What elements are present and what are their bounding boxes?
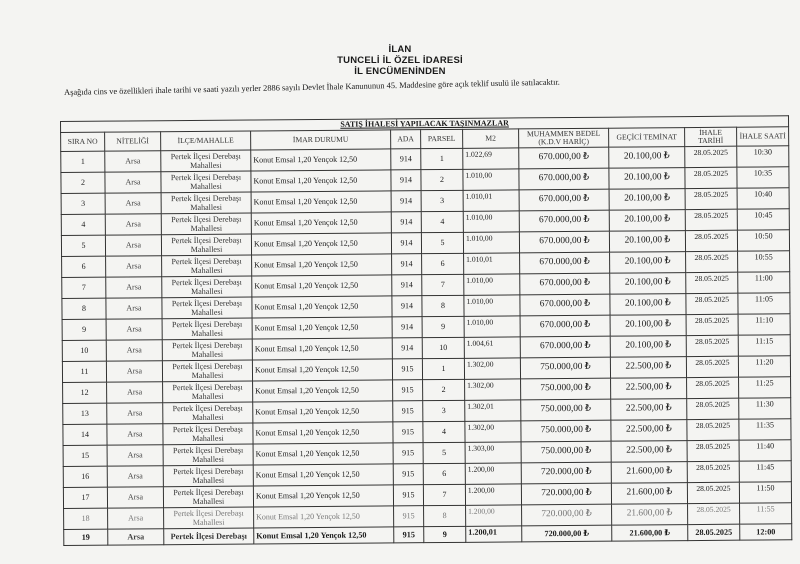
cell-imar-durumu: Konut Emsal 1,20 Yençok 12,50 [252,296,392,318]
cell-parsel: 2 [423,379,465,400]
cell-ihale-saati: 11:00 [738,272,790,293]
cell-imar-durumu: Konut Emsal 1,20 Yençok 12,50 [253,464,393,486]
cell-ada: 914 [392,338,422,359]
cell-sira-no: 17 [63,487,107,508]
cell-imar-durumu: Konut Emsal 1,20 Yençok 12,50 [252,275,392,297]
cell-ilce-mahalle: Pertek İlçesi Derebaşı Mahallesi [163,486,253,508]
cell-ada: 915 [394,527,424,543]
cell-ihale-saati: 12:00 [740,524,792,540]
cell-ihale-tarihi: 28.05.2025 [686,251,738,272]
cell-sira-no: 1 [61,151,105,172]
cell-parsel: 4 [421,211,463,232]
cell-niteligi: Arsa [107,445,163,466]
cell-niteligi: Arsa [107,487,163,508]
cell-niteligi: Arsa [105,214,161,235]
cell-ihale-tarihi: 28.05.2025 [686,293,738,314]
cell-parsel: 9 [422,316,464,337]
cell-ada: 915 [393,464,423,485]
cell-gecici-teminat: 21.600,00 ₺ [612,525,688,542]
cell-niteligi: Arsa [105,172,161,193]
cell-gecici-teminat: 20.100,00 ₺ [610,273,686,295]
cell-gecici-teminat: 21.600,00 ₺ [611,462,687,484]
cell-ihale-tarihi: 28.05.2025 [685,188,737,209]
cell-ilce-mahalle: Pertek İlçesi Derebaşı Mahallesi [161,150,251,172]
cell-ihale-saati: 11:55 [740,503,792,524]
cell-parsel: 2 [421,169,463,190]
cell-ada: 914 [391,170,421,191]
cell-m2: 1.200,00 [466,505,522,526]
cell-ada: 915 [394,506,424,527]
cell-gecici-teminat: 20.100,00 ₺ [610,336,686,358]
cell-ihale-saati: 10:30 [737,146,789,167]
cell-gecici-teminat: 20.100,00 ₺ [609,147,685,169]
cell-ihale-tarihi: 28.05.2025 [686,335,738,356]
cell-parsel: 1 [422,358,464,379]
cell-parsel: 6 [422,253,464,274]
cell-muhammen-bedel: 720.000,00 ₺ [522,525,612,542]
cell-sira-no: 18 [64,508,108,529]
cell-muhammen-bedel: 670.000,00 ₺ [520,273,610,295]
cell-parsel: 9 [424,526,466,542]
cell-sira-no: 8 [62,298,106,319]
cell-sira-no: 2 [61,172,105,193]
cell-gecici-teminat: 20.100,00 ₺ [609,168,685,190]
cell-m2: 1.010,00 [464,274,520,295]
cell-ilce-mahalle: Pertek İlçesi Derebaşı Mahallesi [161,234,251,256]
cell-ihale-tarihi: 28.05.2025 [687,377,739,398]
cell-ihale-saati: 11:25 [739,377,791,398]
cell-ada: 914 [391,191,421,212]
cell-sira-no: 4 [61,214,105,235]
cell-m2: 1.010,00 [463,169,519,190]
cell-m2: 1.004,61 [464,337,520,358]
cell-ilce-mahalle: Pertek İlçesi Derebaşı Mahallesi [163,402,253,424]
cell-ada: 914 [392,254,422,275]
cell-ada: 915 [393,401,423,422]
cell-m2: 1.010,01 [463,190,519,211]
cell-muhammen-bedel: 670.000,00 ₺ [520,315,610,337]
intro-paragraph: Aşağıda cins ve özellikleri ihale tarihi ve saati yazılı yerler 2886 sayılı Devlet İhale Kanununun 45. Maddesine göre açık teklif usulü ile satılacaktır. [64,77,560,97]
col-header-ada: ADA [391,130,421,149]
cell-ihale-saati: 11:50 [739,482,791,503]
cell-niteligi: Arsa [106,256,162,277]
cell-muhammen-bedel: 750.000,00 ₺ [521,378,611,400]
cell-ihale-tarihi: 28.05.2025 [686,356,738,377]
cell-ilce-mahalle: Pertek İlçesi Derebaşı Mahallesi [162,318,252,340]
cell-ihale-tarihi: 28.05.2025 [686,314,738,335]
cell-muhammen-bedel: 670.000,00 ₺ [519,210,609,232]
cell-parsel: 4 [423,421,465,442]
col-header-parsel: PARSEL [421,129,463,148]
cell-ada: 915 [392,359,422,380]
cell-ilce-mahalle: Pertek İlçesi Derebaşı Mahallesi [161,171,251,193]
cell-gecici-teminat: 20.100,00 ₺ [610,252,686,274]
cell-parsel: 6 [423,463,465,484]
cell-ihale-saati: 11:35 [739,419,791,440]
cell-imar-durumu: Konut Emsal 1,20 Yençok 12,50 [254,506,394,528]
cell-gecici-teminat: 22.500,00 ₺ [611,420,687,442]
cell-gecici-teminat: 20.100,00 ₺ [609,231,685,253]
cell-ada: 914 [392,317,422,338]
cell-parsel: 10 [422,337,464,358]
cell-m2: 1.010,00 [463,211,519,232]
cell-ilce-mahalle: Pertek İlçesi Derebaşı Mahallesi [162,297,252,319]
cell-ihale-tarihi: 28.05.2025 [686,272,738,293]
cell-ada: 914 [391,149,421,170]
col-header-teminat: GEÇİCİ TEMİNAT [609,128,685,148]
cell-gecici-teminat: 22.500,00 ₺ [611,378,687,400]
cell-sira-no: 19 [64,529,108,545]
cell-m2: 1.010,00 [463,232,519,253]
cell-ihale-saati: 11:30 [739,398,791,419]
cell-imar-durumu: Konut Emsal 1,20 Yençok 12,50 [253,422,393,444]
cell-muhammen-bedel: 670.000,00 ₺ [520,252,610,274]
cell-m2: 1.302,00 [465,379,521,400]
cell-ada: 914 [392,275,422,296]
header-line-ilan: İLAN [388,44,412,55]
cell-ilce-mahalle: Pertek İlçesi Derebaşı Mahallesi [162,339,252,361]
cell-ihale-saati: 10:45 [737,209,789,230]
col-header-saat: İHALE SAATİ [737,127,789,146]
cell-muhammen-bedel: 750.000,00 ₺ [521,420,611,442]
header-line-council: İL ENCÜMENİNDEN [354,66,446,77]
col-header-niteligi: NİTELİĞİ [105,132,161,151]
cell-ihale-tarihi: 28.05.2025 [687,461,739,482]
cell-niteligi: Arsa [106,340,162,361]
cell-niteligi: Arsa [106,298,162,319]
cell-ilce-mahalle: Pertek İlçesi Derebaşı Mahallesi [162,360,252,382]
cell-muhammen-bedel: 720.000,00 ₺ [521,483,611,505]
cell-imar-durumu: Konut Emsal 1,20 Yençok 12,50 [253,401,393,423]
cell-niteligi: Arsa [107,403,163,424]
cell-parsel: 1 [421,148,463,169]
cell-ada: 914 [391,212,421,233]
cell-sira-no: 15 [63,445,107,466]
cell-sira-no: 6 [62,256,106,277]
cell-ihale-saati: 10:55 [738,251,790,272]
cell-m2: 1.302,01 [465,400,521,421]
cell-sira-no: 10 [62,340,106,361]
cell-ilce-mahalle: Pertek İlçesi Derebaşı Mahallesi [161,213,251,235]
cell-ihale-saati: 10:50 [737,230,789,251]
cell-ihale-tarihi: 28.05.2025 [688,503,740,524]
cell-sira-no: 7 [62,277,106,298]
cell-m2: 1.200,00 [465,484,521,505]
cell-sira-no: 11 [62,361,106,382]
cell-imar-durumu: Konut Emsal 1,20 Yençok 12,50 [252,317,392,339]
cell-parsel: 5 [423,442,465,463]
cell-imar-durumu: Konut Emsal 1,20 Yençok 12,50 [253,485,393,507]
cell-ihale-saati: 11:40 [739,440,791,461]
col-header-m2: M2 [463,129,519,148]
cell-niteligi: Arsa [108,508,164,529]
cell-parsel: 3 [421,190,463,211]
cell-m2: 1.022,69 [463,148,519,169]
cell-ada: 915 [393,380,423,401]
cell-gecici-teminat: 22.500,00 ₺ [611,399,687,421]
cell-ihale-tarihi: 28.05.2025 [685,209,737,230]
cell-muhammen-bedel: 750.000,00 ₺ [521,441,611,463]
cell-sira-no: 13 [63,403,107,424]
col-header-tarih: İHALE TARİHİ [685,127,737,146]
cell-niteligi: Arsa [107,466,163,487]
cell-ada: 915 [393,422,423,443]
cell-imar-durumu: Konut Emsal 1,20 Yençok 12,50 [251,212,391,234]
cell-ihale-tarihi: 28.05.2025 [687,419,739,440]
cell-niteligi: Arsa [105,151,161,172]
cell-sira-no: 5 [61,235,105,256]
cell-ada: 915 [393,485,423,506]
notice-header [0,44,800,77]
cell-ilce-mahalle: Pertek İlçesi Derebaşı Mahallesi [163,465,253,487]
cell-ilce-mahalle: Pertek İlçesi Derebaşı Mahallesi [163,444,253,466]
cell-m2: 1.010,01 [464,253,520,274]
cell-imar-durumu: Konut Emsal 1,20 Yençok 12,50 [251,149,391,171]
cell-ihale-saati: 11:15 [738,335,790,356]
cell-sira-no: 9 [62,319,106,340]
col-header-sira: SIRA NO [61,132,105,151]
cell-ilce-mahalle: Pertek İlçesi Derebaşı [164,528,254,545]
cell-gecici-teminat: 22.500,00 ₺ [611,441,687,463]
cell-gecici-teminat: 20.100,00 ₺ [609,210,685,232]
cell-imar-durumu: Konut Emsal 1,20 Yençok 12,50 [253,443,393,465]
cell-gecici-teminat: 20.100,00 ₺ [610,294,686,316]
cell-parsel: 8 [422,295,464,316]
col-header-bedel: MUHAMMEN BEDEL (K.D.V HARİÇ) [519,128,609,148]
cell-niteligi: Arsa [106,361,162,382]
cell-imar-durumu: Konut Emsal 1,20 Yençok 12,50 [253,380,393,402]
cell-gecici-teminat: 22.500,00 ₺ [610,357,686,379]
cell-muhammen-bedel: 720.000,00 ₺ [521,462,611,484]
cell-imar-durumu: Konut Emsal 1,20 Yençok 12,50 [252,338,392,360]
cell-muhammen-bedel: 750.000,00 ₺ [520,357,610,379]
cell-ilce-mahalle: Pertek İlçesi Derebaşı Mahallesi [164,507,254,529]
cell-m2: 1.303,00 [465,442,521,463]
cell-niteligi: Arsa [105,193,161,214]
cell-m2: 1.010,00 [464,316,520,337]
cell-ilce-mahalle: Pertek İlçesi Derebaşı Mahallesi [162,255,252,277]
cell-ihale-tarihi: 28.05.2025 [688,524,740,540]
cell-imar-durumu: Konut Emsal 1,20 Yençok 12,50 [251,233,391,255]
cell-ihale-saati: 11:20 [738,356,790,377]
cell-parsel: 3 [423,400,465,421]
cell-m2: 1.302,00 [464,358,520,379]
cell-imar-durumu: Konut Emsal 1,20 Yençok 12,50 [254,527,394,544]
cell-ada: 914 [392,296,422,317]
cell-m2: 1.200,01 [466,526,522,542]
cell-ihale-saati: 11:05 [738,293,790,314]
cell-gecici-teminat: 20.100,00 ₺ [609,189,685,211]
cell-ihale-tarihi: 28.05.2025 [685,167,737,188]
cell-sira-no: 12 [63,382,107,403]
cell-muhammen-bedel: 670.000,00 ₺ [520,336,610,358]
cell-ilce-mahalle: Pertek İlçesi Derebaşı Mahallesi [161,192,251,214]
cell-muhammen-bedel: 670.000,00 ₺ [519,147,609,169]
cell-ihale-saati: 10:40 [737,188,789,209]
col-header-imar: İMAR DURUMU [251,130,391,150]
cell-ada: 914 [391,233,421,254]
cell-gecici-teminat: 21.600,00 ₺ [612,504,688,526]
cell-ilce-mahalle: Pertek İlçesi Derebaşı Mahallesi [162,276,252,298]
property-table-wrapper [60,115,791,546]
cell-sira-no: 14 [63,424,107,445]
cell-niteligi: Arsa [107,424,163,445]
cell-sira-no: 3 [61,193,105,214]
cell-ihale-tarihi: 28.05.2025 [687,482,739,503]
cell-niteligi: Arsa [107,382,163,403]
cell-parsel: 8 [424,505,466,526]
cell-ada: 915 [393,443,423,464]
cell-muhammen-bedel: 670.000,00 ₺ [520,294,610,316]
cell-ihale-tarihi: 28.05.2025 [685,146,737,167]
cell-muhammen-bedel: 670.000,00 ₺ [519,189,609,211]
cell-ihale-saati: 10:35 [737,167,789,188]
cell-muhammen-bedel: 720.000,00 ₺ [522,504,612,526]
cell-ihale-tarihi: 28.05.2025 [687,440,739,461]
cell-ihale-saati: 11:10 [738,314,790,335]
header-line-institution: TUNCELİ İL ÖZEL İDARESİ [337,55,463,66]
cell-imar-durumu: Konut Emsal 1,20 Yençok 12,50 [251,170,391,192]
cell-muhammen-bedel: 670.000,00 ₺ [519,168,609,190]
cell-m2: 1.010,00 [464,295,520,316]
cell-gecici-teminat: 21.600,00 ₺ [611,483,687,505]
cell-ihale-tarihi: 28.05.2025 [687,398,739,419]
cell-ilce-mahalle: Pertek İlçesi Derebaşı Mahallesi [163,423,253,445]
cell-parsel: 7 [423,484,465,505]
cell-imar-durumu: Konut Emsal 1,20 Yençok 12,50 [252,254,392,276]
cell-ilce-mahalle: Pertek İlçesi Derebaşı Mahallesi [163,381,253,403]
col-header-ilce: İLÇE/MAHALLE [161,131,251,151]
cell-sira-no: 16 [63,466,107,487]
cell-niteligi: Arsa [106,277,162,298]
cell-niteligi: Arsa [108,529,164,545]
cell-niteligi: Arsa [106,319,162,340]
cell-ihale-saati: 11:45 [739,461,791,482]
cell-imar-durumu: Konut Emsal 1,20 Yençok 12,50 [252,359,392,381]
table-title: SATIŞ İHALESİ YAPILACAK TAŞINMAZLAR [61,116,789,133]
cell-niteligi: Arsa [105,235,161,256]
property-table [60,115,792,546]
cell-imar-durumu: Konut Emsal 1,20 Yençok 12,50 [251,191,391,213]
cell-muhammen-bedel: 750.000,00 ₺ [521,399,611,421]
cell-gecici-teminat: 20.100,00 ₺ [610,315,686,337]
cell-parsel: 7 [422,274,464,295]
cell-m2: 1.302,00 [465,421,521,442]
cell-ihale-tarihi: 28.05.2025 [685,230,737,251]
cell-parsel: 5 [421,232,463,253]
cell-muhammen-bedel: 670.000,00 ₺ [519,231,609,253]
cell-m2: 1.200,00 [465,463,521,484]
